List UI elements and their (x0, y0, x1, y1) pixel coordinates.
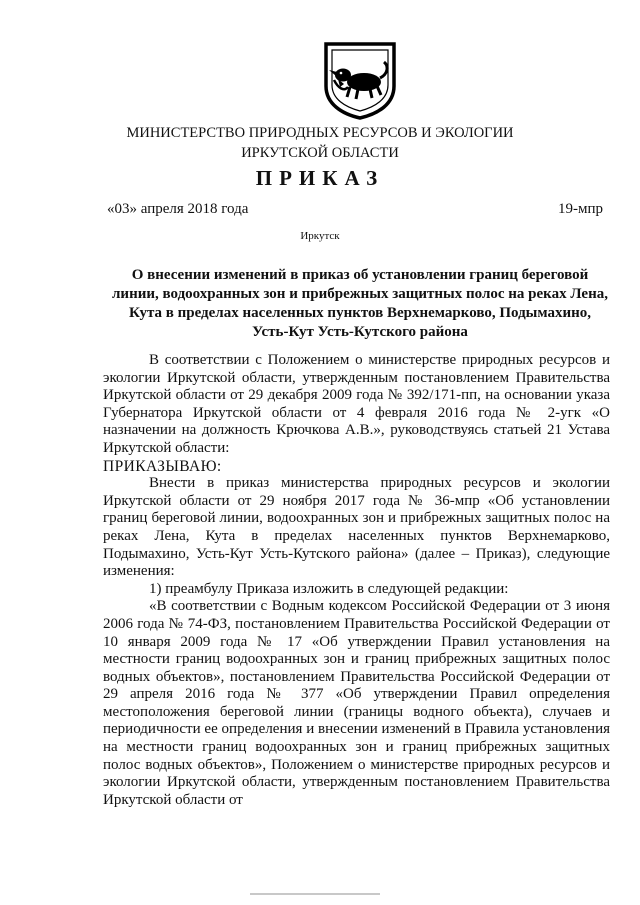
order-date: «03» апреля 2018 года (107, 201, 249, 217)
quoted-preamble-paragraph: «В соответствии с Водным кодексом Российской Федерации от 3 июня 2006 года № 74-ФЗ, постановлением Правительства Российской Федерации от 10 января 2009 года № 17 «Об утверждении Правил установления на местности границ водоохранных зон и границ прибрежных защитных полос водных объектов», постановлением Правительства Российской Федерации от 29 апреля 2016 года № 377 «Об утверждении Правил определения местоположения береговой линии (границы водного объекта), случаев и периодичности ее определения и внесении изменений в Правила установления на местности границ водоохранных зон и границ прибрежных защитных полос водных объектов», Положением о министерстве природных ресурсов и экологии Иркутской области, утвержденным постановлением Правительства Иркутской области от (103, 598, 610, 808)
scan-artifact-line (250, 893, 380, 895)
irkutsk-coat-of-arms-emblem (318, 40, 402, 120)
item-intro-paragraph: Внести в приказ министерства природных ресурсов и экологии Иркутской области от 29 ноября 2017 года № 36-мпр «Об установлении границ береговой линии, водоохранных зон и прибрежных защитных полос на реках Лена, Кута в пределах населенных пунктов Верхнемарково, Подымахино, Усть-Кут Усть-Кутского района» (далее – Приказ), следующие изменения: (103, 475, 610, 580)
subject-line-1: О внесении изменений в приказ об установлении границ береговой (131, 267, 589, 283)
preamble-paragraph: В соответствии с Положением о министерстве природных ресурсов и экологии Иркутской области, утвержденным постановлением Правительства Иркутской области от 29 декабря 2009 года № 392/171-пп, на основании указа Губернатора Иркутской области от 4 февраля 2016 года № 2-угк «О назначении на должность Крючкова А.В.», руководствуясь статьей 21 Устава Иркутской области: (103, 352, 610, 456)
subject-line-2: линии, водоохранных зон и прибрежных защитных полос на реках Лена, (112, 286, 608, 302)
order-body (103, 352, 610, 809)
document-type-title: ПРИКАЗ (255, 166, 385, 190)
order-subject (112, 266, 608, 342)
city-name: Иркутск (300, 230, 340, 242)
ministry-name-line-1: МИНИСТЕРСТВО ПРИРОДНЫХ РЕСУРСОВ И ЭКОЛОГИИ (126, 125, 514, 141)
subject-line-4: Усть-Кут Усть-Кутского района (252, 324, 468, 340)
order-number: 19-мпр (557, 201, 603, 217)
ministry-name (0, 123, 640, 163)
item-1-paragraph: 1) преамбулу Приказа изложить в следующей редакции: (149, 580, 509, 597)
decree-heading: ПРИКАЗЫВАЮ: (103, 457, 222, 475)
ministry-name-line-2: ИРКУТСКОЙ ОБЛАСТИ (241, 145, 399, 161)
subject-line-3: Кута в пределах населенных пунктов Верхнемарково, Подымахино, (128, 305, 592, 321)
